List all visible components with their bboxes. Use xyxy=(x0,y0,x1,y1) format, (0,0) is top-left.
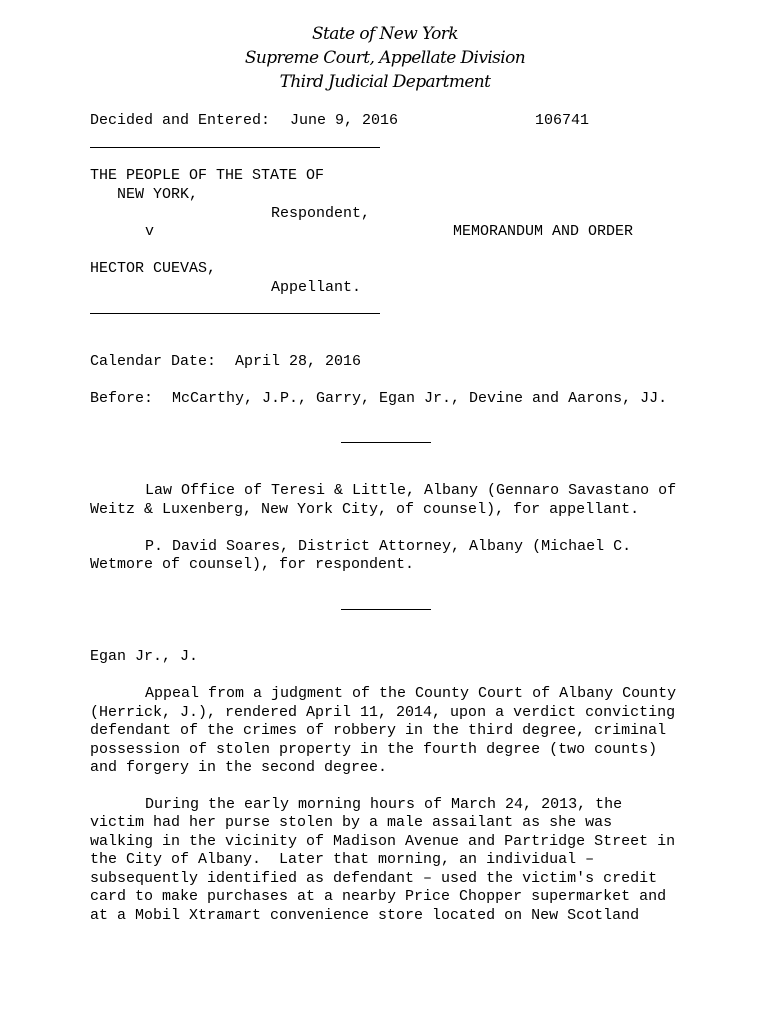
respondent-counsel-line-2: Wetmore of counsel), for respondent. xyxy=(90,556,415,573)
calendar-label: Calendar Date: xyxy=(90,353,217,370)
appellant-counsel-line-2: Weitz & Luxenberg, New York City, of counsel), for appellant. xyxy=(90,501,640,518)
paragraph-2-line: walking in the vicinity of Madison Avenue and Partridge Street in xyxy=(90,833,676,850)
docket-number: 106741 xyxy=(535,112,590,129)
paragraph-1-line: possession of stolen property in the fourth degree (two counts) xyxy=(90,741,658,758)
caption-rule-top xyxy=(90,147,380,148)
court-name-state: State of New York xyxy=(312,24,458,44)
versus: v xyxy=(145,223,155,240)
respondent-counsel-line-1: P. David Soares, District Attorney, Albany (Michael C. xyxy=(145,538,632,555)
plaintiff-line-1: THE PEOPLE OF THE STATE OF xyxy=(90,167,325,184)
caption-rule-bottom xyxy=(90,313,380,314)
paragraph-1-line: defendant of the crimes of robbery in the third degree, criminal xyxy=(90,722,667,739)
opinion-author: Egan Jr., J. xyxy=(90,648,199,665)
plaintiff-role: Respondent, xyxy=(271,205,371,222)
plaintiff-line-2: NEW YORK, xyxy=(117,186,199,203)
paragraph-1-line: Appeal from a judgment of the County Court of Albany County xyxy=(145,685,677,702)
court-name-division: Supreme Court, Appellate Division xyxy=(244,48,526,68)
section-divider-2 xyxy=(341,609,431,610)
calendar-date: April 28, 2016 xyxy=(235,353,362,370)
paragraph-1-line: and forgery in the second degree. xyxy=(90,759,388,776)
defendant-role: Appellant. xyxy=(271,279,362,296)
paragraph-2-line: During the early morning hours of March 24, 2013, the xyxy=(145,796,623,813)
defendant-name: HECTOR CUEVAS, xyxy=(90,260,217,277)
document-title: MEMORANDUM AND ORDER xyxy=(453,223,634,240)
paragraph-1-line: (Herrick, J.), rendered April 11, 2014, upon a verdict convicting xyxy=(90,704,676,721)
court-name-department: Third Judicial Department xyxy=(279,72,491,92)
paragraph-2-line: subsequently identified as defendant – used the victim's credit xyxy=(90,870,658,887)
decided-date: June 9, 2016 xyxy=(290,112,399,129)
panel-judges: McCarthy, J.P., Garry, Egan Jr., Devine and Aarons, JJ. xyxy=(172,390,668,407)
paragraph-2-line: card to make purchases at a nearby Price Chopper supermarket and xyxy=(90,888,667,905)
appellant-counsel-line-1: Law Office of Teresi & Little, Albany (Gennaro Savastano of xyxy=(145,482,677,499)
decided-label: Decided and Entered: xyxy=(90,112,271,129)
paragraph-2-line: the City of Albany. Later that morning, an individual – xyxy=(90,851,595,868)
paragraph-2-line: at a Mobil Xtramart convenience store located on New Scotland xyxy=(90,907,640,924)
paragraph-2-line: victim had her purse stolen by a male assailant as she was xyxy=(90,814,613,831)
before-label: Before: xyxy=(90,390,154,407)
section-divider-1 xyxy=(341,442,431,443)
